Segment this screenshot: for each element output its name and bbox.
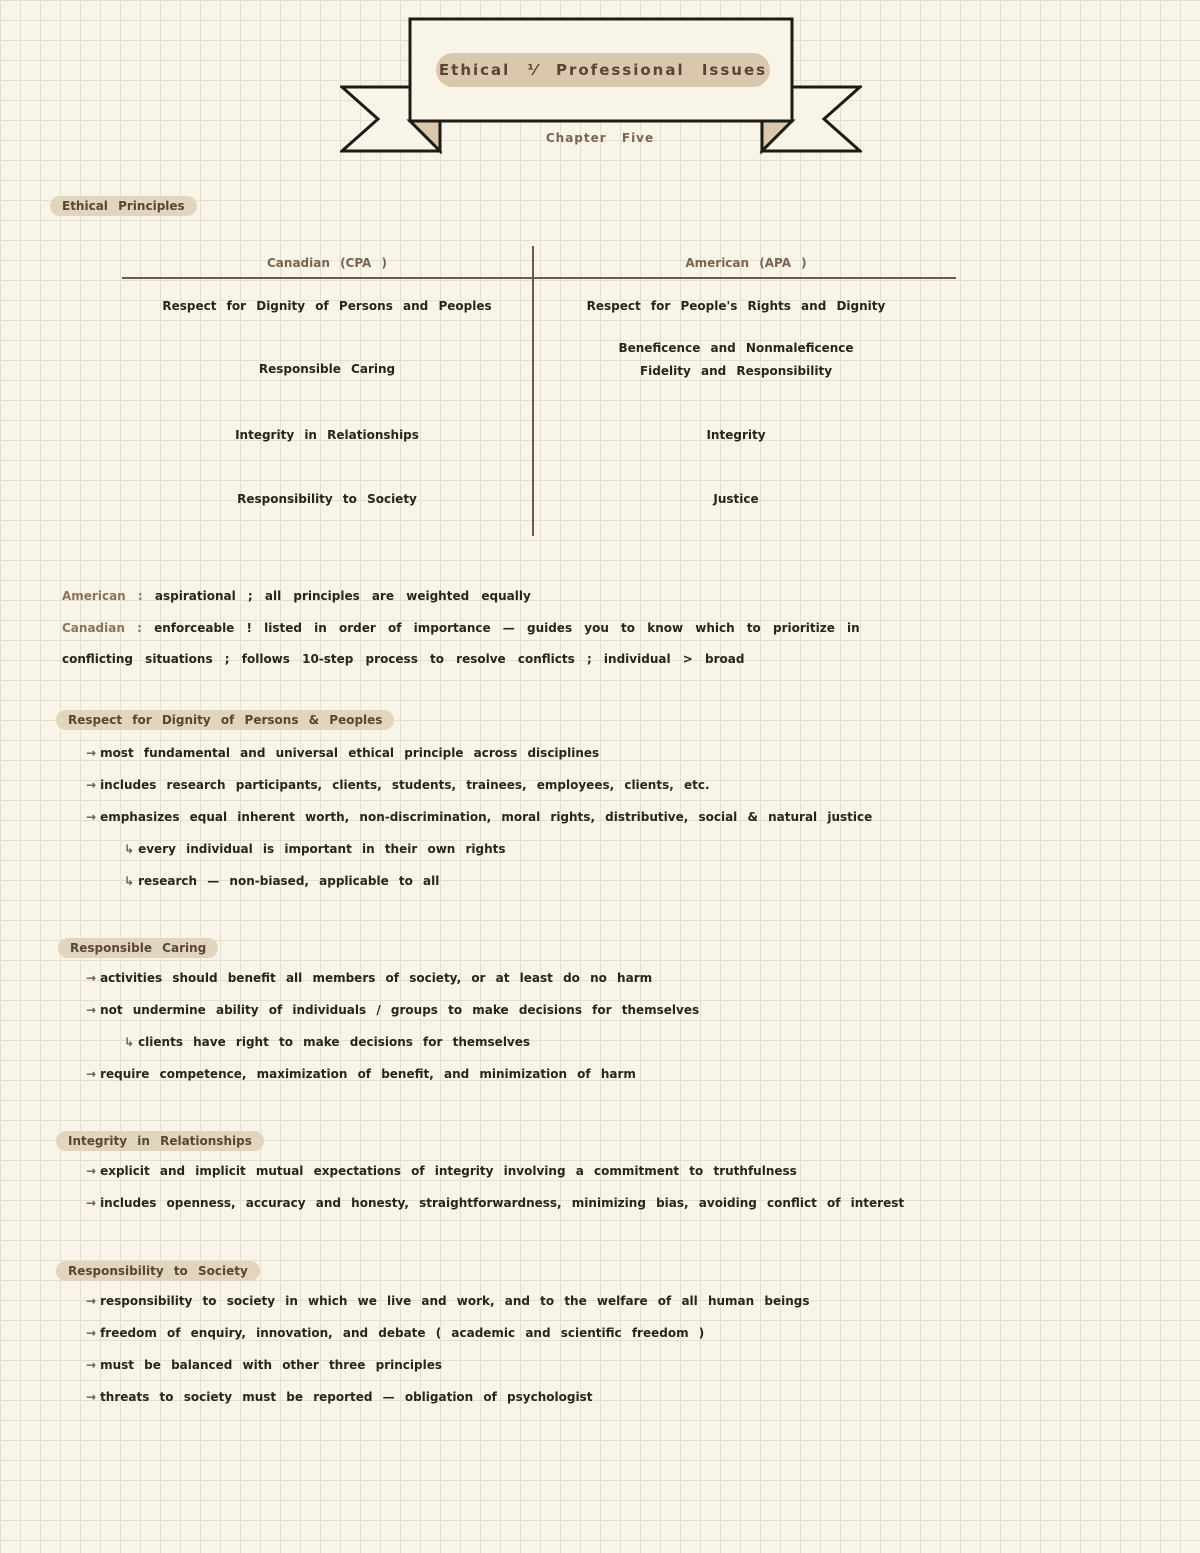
bullet-item: → emphasizes equal inherent worth, non-discrimination, moral rights, distributive, social & natural justice [86,810,873,824]
canadian-principle: Responsible Caring [258,362,396,376]
american-principle: Integrity [706,428,766,442]
section-heading: Responsible Caring [58,938,218,958]
bullet-item: → responsibility to society in which we live and work, and to the welfare of all human beings [86,1294,810,1308]
sub-arrow-icon: ↳ [124,842,135,856]
sub-arrow-icon: ↳ [124,1035,135,1049]
american-principle: Respect for People's Rights and Dignity [586,299,886,313]
section-heading: Integrity in Relationships [56,1131,264,1151]
bullet-item: → must be balanced with other three principles [86,1358,442,1372]
arrow-icon: → [86,1067,97,1081]
bullet-item: → require competence, maximization of benefit, and minimization of harm [86,1067,636,1081]
arrow-icon: → [86,1294,97,1308]
section-heading: Respect for Dignity of Persons & Peoples [56,710,394,730]
bullet-item: → threats to society must be reported — obligation of psychologist [86,1390,593,1404]
american-principle: Justice [713,492,759,506]
column-header-american: American (APA ) [685,256,807,270]
note-label: American : [62,589,143,603]
canadian-principle: Responsibility to Society [237,492,417,506]
note-american [62,589,531,603]
table-header-divider [122,277,956,279]
bullet-item: → explicit and implicit mutual expectations of integrity involving a commitment to truthfulness [86,1164,797,1178]
bullet-item: → activities should benefit all members of society, or at least do no harm [86,971,653,985]
arrow-icon: → [86,1390,97,1404]
page-title [436,53,770,87]
sub-arrow-icon: ↳ [124,874,135,888]
section-heading: Responsibility to Society [56,1261,260,1281]
canadian-principle: Respect for Dignity of Persons and Peoples [162,299,492,313]
arrow-icon: → [86,1003,97,1017]
sub-bullet-item: ↳ every individual is important in their own rights [124,842,506,856]
title-text: Ethical ⅟ Professional Issues [438,61,768,79]
note-text: enforceable ! listed in order of importance — guides you to know which to prioritize in [154,621,860,635]
sub-bullet-item: ↳ research — non-biased, applicable to all [124,874,440,888]
arrow-icon: → [86,746,97,760]
chapter-subtitle: Chapter Five [545,131,655,145]
note-label: Canadian : [62,621,142,635]
american-principle: Fidelity and Responsibility [639,364,833,378]
arrow-icon: → [86,1326,97,1340]
arrow-icon: → [86,971,97,985]
note-text: aspirational ; all principles are weighted equally [154,589,531,603]
arrow-icon: → [86,1358,97,1372]
bullet-item: → includes openness, accuracy and honesty, straightforwardness, minimizing bias, avoiding conflict of interest [86,1196,905,1210]
bullet-item: → includes research participants, clients, students, trainees, employees, clients, etc. [86,778,710,792]
sub-bullet-item: ↳ clients have right to make decisions for themselves [124,1035,531,1049]
section-heading-ethical-principles: Ethical Principles [50,196,197,216]
arrow-icon: → [86,778,97,792]
bullet-item: → not undermine ability of individuals / groups to make decisions for themselves [86,1003,700,1017]
arrow-icon: → [86,1164,97,1178]
arrow-icon: → [86,810,97,824]
bullet-item: → most fundamental and universal ethical principle across disciplines [86,746,600,760]
american-principle: Beneficence and Nonmaleficence [618,341,854,355]
note-canadian [62,621,860,635]
column-header-canadian: Canadian (CPA ) [267,256,387,270]
note-canadian-cont: conflicting situations ; follows 10-step process to resolve conflicts ; individual > broad [62,652,745,666]
table-column-divider [532,246,534,536]
canadian-principle: Integrity in Relationships [235,428,419,442]
arrow-icon: → [86,1196,97,1210]
bullet-item: → freedom of enquiry, innovation, and debate ( academic and scientific freedom ) [86,1326,705,1340]
